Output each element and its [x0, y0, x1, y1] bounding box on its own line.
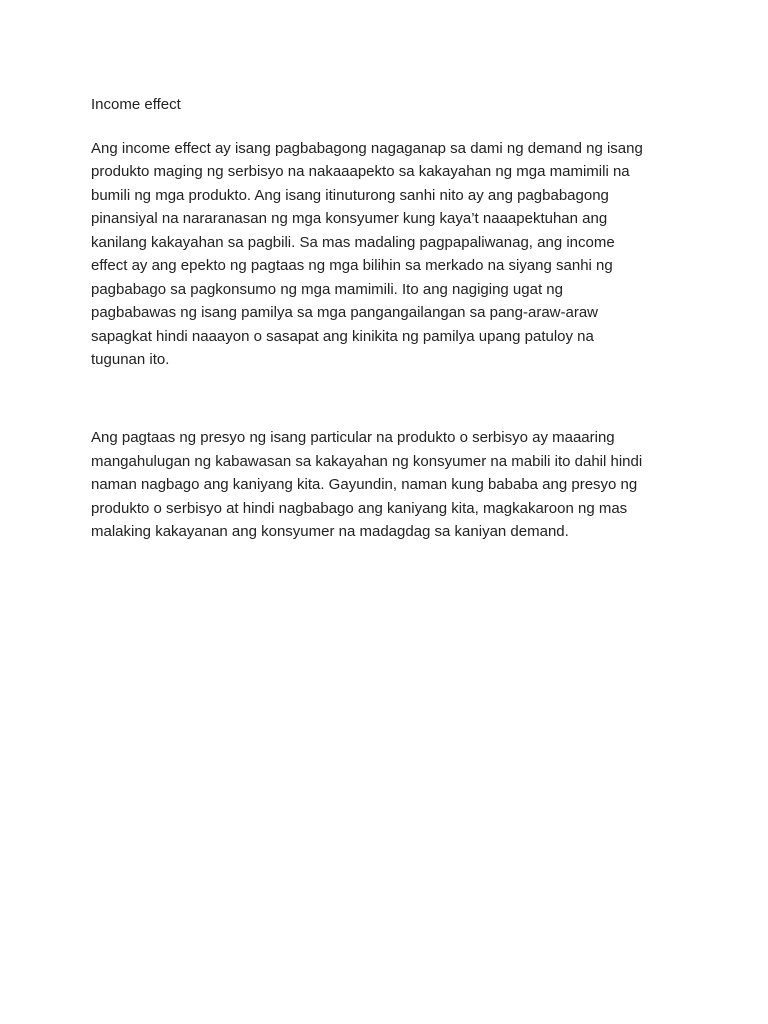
paragraph-line: tugunan ito. — [91, 351, 170, 368]
paragraph-price-change — [91, 426, 642, 544]
paragraph-line: Ang pagtaas ng presyo ng isang particular na produkto o serbisyo ay maaaring — [91, 429, 615, 446]
document-title: Income effect — [91, 96, 181, 113]
paragraph-income-effect-definition — [91, 137, 691, 372]
paragraph-line: sapagkat hindi naaayon o sasapat ang kinikita ng pamilya upang patuloy na — [91, 327, 594, 345]
paragraph-line: mangahulugan ng kabawasan sa kakayahan ng konsyumer na mabili ito dahil hindi — [91, 452, 643, 470]
paragraph-line: kanilang kakayahan sa pagbili. Sa mas madaling pagpapaliwanag, ang income — [91, 233, 615, 251]
paragraph-line: pagbabawas ng isang pamilya sa mga pangangailangan sa pang-araw-araw — [91, 304, 599, 321]
paragraph-line: pinansiyal na nararanasan ng mga konsyumer kung kaya’t naaapektuhan ang — [91, 210, 608, 227]
paragraph-line: naman nagbago ang kaniyang kita. Gayundin, naman kung bababa ang presyo ng — [91, 476, 638, 493]
paragraph-line: effect ay ang epekto ng pagtaas ng mga bilihin sa merkado na siyang sanhi ng — [91, 257, 613, 274]
paragraph-line: pagbabago sa pagkonsumo ng mga mamimili. Ito ang nagiging ugat ng — [91, 280, 563, 298]
paragraph-line: produkto maging ng serbisyo na nakaaapekto sa kakayahan ng mga mamimili na — [91, 163, 630, 180]
document-body — [91, 93, 691, 540]
paragraph-line: Ang income effect ay isang pagbabagong nagaganap sa dami ng demand ng isang — [91, 139, 643, 157]
paragraph-line: produkto o serbisyo at hindi nagbabago ang kaniyang kita, magkakaroon ng mas — [91, 499, 628, 517]
paragraph-line: malaking kakayanan ang konsyumer na madagdag sa kaniyan demand. — [91, 523, 569, 540]
paragraph-line: bumili ng mga produkto. Ang isang itinuturong sanhi nito ay ang pagbabagong — [91, 186, 609, 204]
